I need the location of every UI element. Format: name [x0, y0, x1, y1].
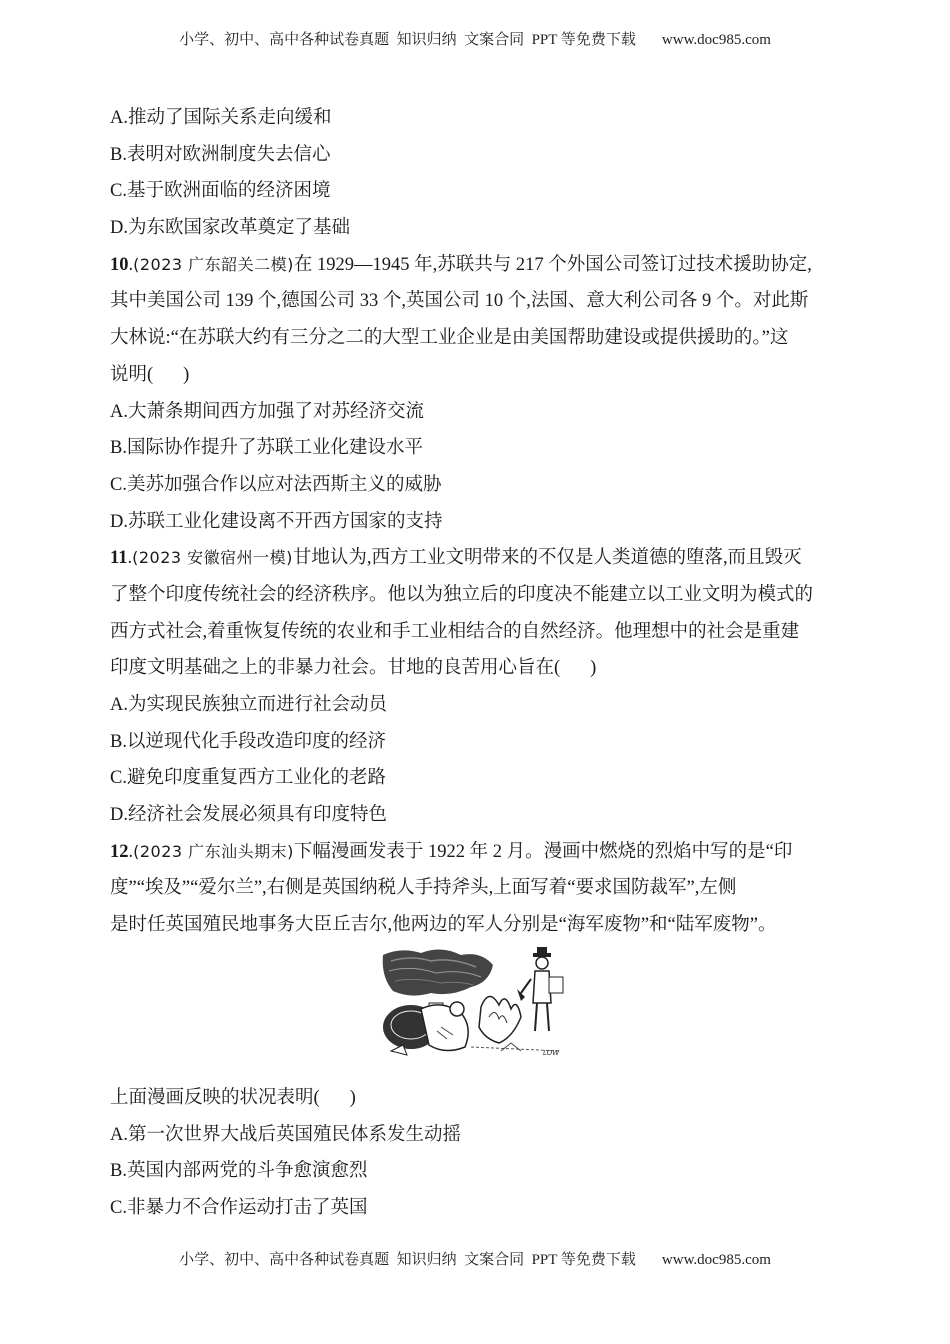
question-11-line-3: 西方式社会,着重恢复传统的农业和手工业相结合的自然经济。他理想中的社会是重建 [110, 621, 800, 642]
option-12a: A.第一次世界大战后英国殖民体系发生动摇 [110, 1124, 461, 1145]
question-period: . [127, 548, 133, 569]
question-text: 下幅漫画发表于 1922 年 2 月。漫画中燃烧的烈焰中写的是“印 [293, 841, 793, 862]
question-12 [110, 834, 842, 944]
close-paren: ) [590, 658, 597, 679]
footer-text: 小学、初中、高中各种试卷真题 知识归纳 文案合同 PPT 等免费下载 [179, 1252, 636, 1268]
question-source: (2023 安徽宿州一模) [132, 548, 293, 568]
option-11b: B.以逆现代化手段改造印度的经济 [110, 731, 386, 752]
question-9-options [110, 100, 842, 247]
option-9b: B.表明对欧洲制度失去信心 [110, 144, 331, 165]
question-period: . [128, 841, 134, 862]
cartoon-illustration-icon [381, 947, 571, 1061]
question-number: 11 [110, 548, 128, 569]
option-11c: C.避免印度重复西方工业化的老路 [110, 768, 386, 789]
question-12-line-2: 度”“埃及”“爱尔兰”,右侧是英国纳税人手持斧头,上面写着“要求国防裁军”,左侧 [110, 878, 737, 899]
option-10d: D.苏联工业化建设离不开西方国家的支持 [110, 511, 443, 532]
option-9c: C.基于欧洲面临的经济困境 [110, 181, 331, 202]
option-11d: D.经济社会发展必须具有印度特色 [110, 805, 387, 826]
option-10b: B.国际协作提升了苏联工业化建设水平 [110, 438, 423, 459]
question-text: 甘地认为,西方工业文明带来的不仅是人类道德的堕落,而且毁灭 [292, 548, 802, 569]
question-text: 印度文明基础之上的非暴力社会。甘地的良苦用心旨在( [110, 658, 561, 679]
question-12-continuation [110, 1080, 842, 1227]
header-text: 小学、初中、高中各种试卷真题 知识归纳 文案合同 PPT 等免费下载 [179, 32, 636, 48]
option-10c: C.美苏加强合作以应对法西斯主义的威胁 [110, 474, 442, 495]
close-paren: ) [349, 1088, 356, 1108]
question-10-line-2: 其中美国公司 139 个,德国公司 33 个,英国公司 10 个,法国、意大利公司各 9 个。对此斯 [110, 291, 809, 312]
option-12c: C.非暴力不合作运动打击了英国 [110, 1198, 368, 1219]
question-source: (2023 广东汕头期末) [133, 841, 294, 861]
question-text: 说明( [110, 364, 154, 385]
question-12-prompt [110, 1080, 842, 1117]
option-10a: A.大萧条期间西方加强了对苏经济交流 [110, 401, 424, 422]
question-11-line-2: 了整个印度传统社会的经济秩序。他以为独立后的印度决不能建立以工业文明为模式的 [110, 584, 814, 605]
page-footer [0, 1248, 950, 1269]
question-10 [110, 247, 842, 541]
page-header [0, 28, 950, 49]
close-paren: ) [183, 364, 190, 385]
cartoon-image [381, 947, 571, 1061]
question-period: . [128, 254, 134, 275]
option-11a: A.为实现民族独立而进行社会动员 [110, 695, 387, 715]
question-11-line-4 [110, 650, 842, 687]
option-12b: B.英国内部两党的斗争愈演愈烈 [110, 1161, 368, 1182]
footer-site-link[interactable]: www.doc985.com [661, 1252, 771, 1268]
question-10-line-3: 大林说:“在苏联大约有三分之二的大型工业企业是由美国帮助建设或提供援助的。”这 [110, 328, 789, 349]
question-11 [110, 540, 842, 834]
question-11-line-1 [110, 540, 842, 577]
page-content [110, 100, 842, 944]
header-site-link[interactable]: www.doc985.com [661, 32, 771, 48]
question-source: (2023 广东韶关二模) [133, 254, 294, 274]
question-text: 在 1929—1945 年,苏联共与 217 个外国公司签订过技术援助协定, [293, 254, 812, 275]
question-12-line-3: 是时任英国殖民地事务大臣丘吉尔,他两边的军人分别是“海军废物”和“陆军废物”。 [110, 915, 777, 936]
question-number: 10 [110, 254, 129, 275]
question-10-line-4 [110, 357, 842, 394]
question-text: 上面漫画反映的状况表明( [110, 1088, 320, 1108]
question-12-line-1 [110, 834, 842, 871]
question-10-line-1 [110, 247, 842, 284]
option-9a: A.推动了国际关系走向缓和 [110, 108, 332, 128]
question-number: 12 [110, 841, 129, 862]
svg-text:LOW: LOW [543, 1049, 560, 1057]
option-9d: D.为东欧国家改革奠定了基础 [110, 218, 350, 239]
